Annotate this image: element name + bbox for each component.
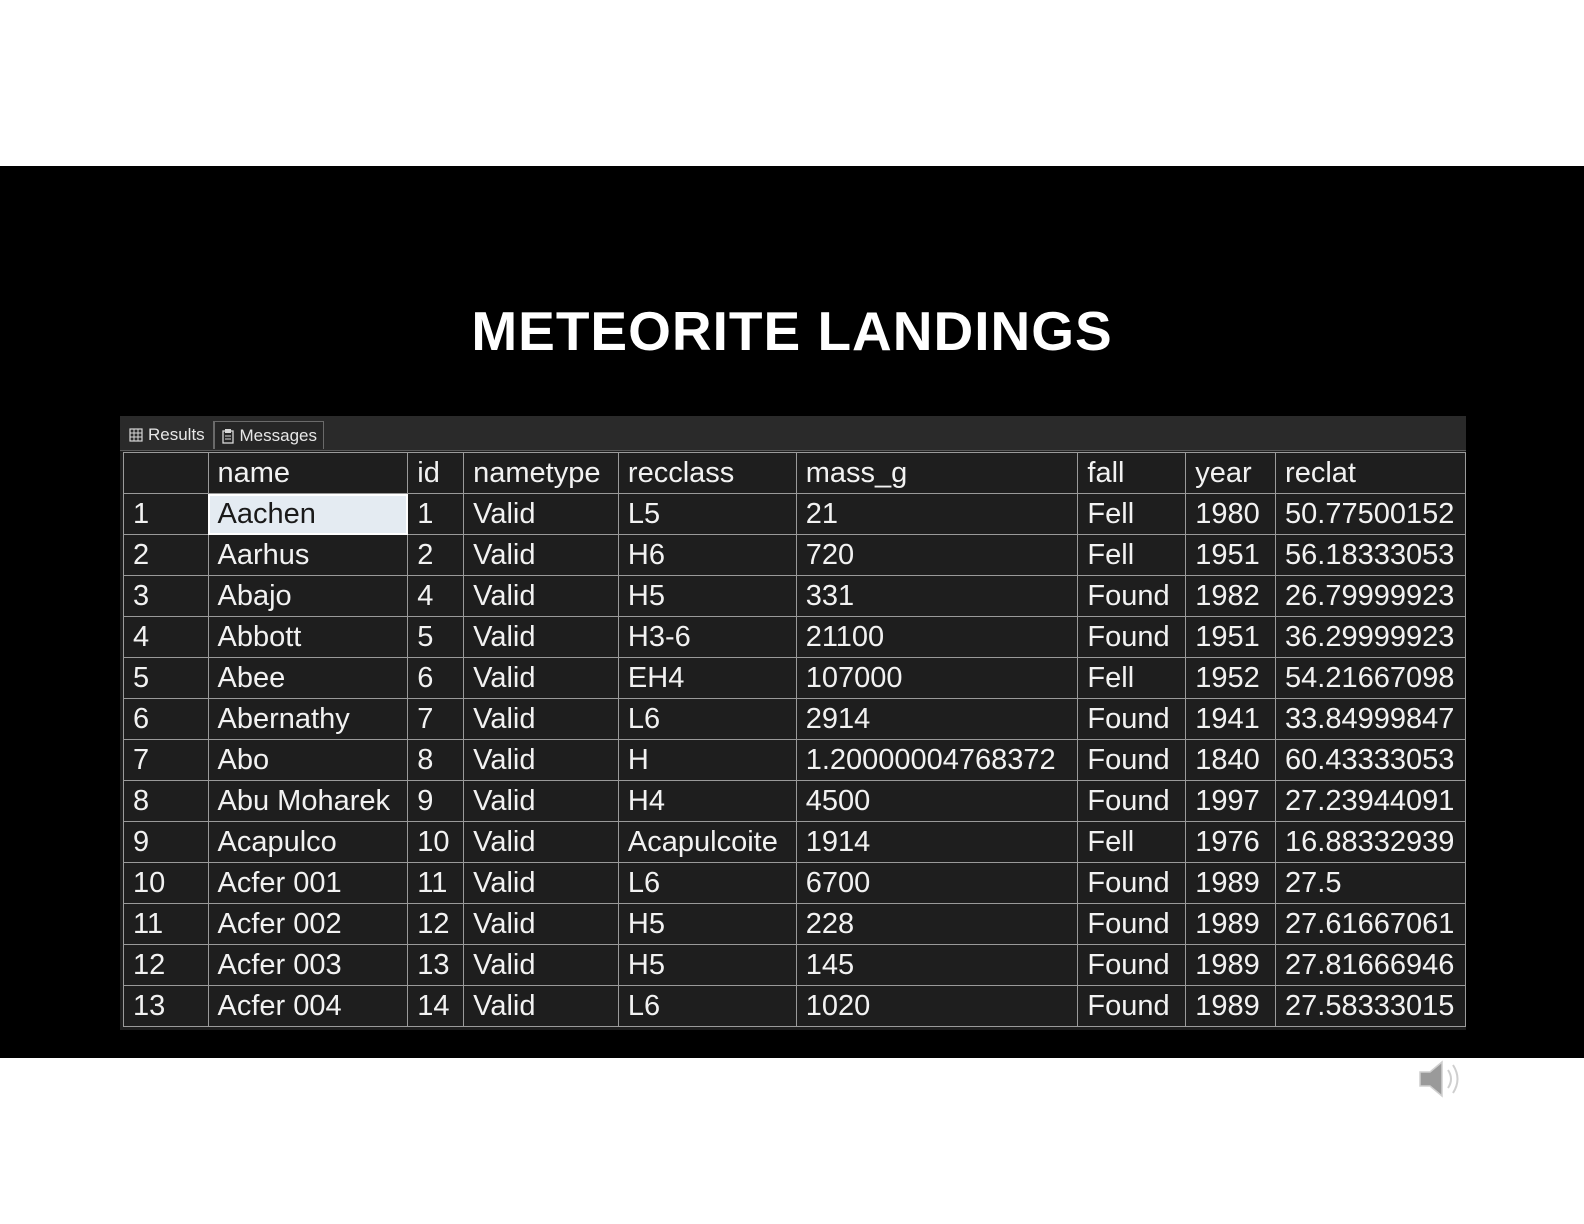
cell-recclass[interactable]: H3-6: [618, 617, 796, 658]
grid-icon: [128, 427, 144, 443]
table-row[interactable]: [124, 945, 1466, 986]
cell-reclat[interactable]: 27.5: [1276, 863, 1466, 904]
cell-id[interactable]: 1: [408, 494, 464, 535]
cell-mass-g[interactable]: 2914: [796, 699, 1078, 740]
query-results-panel: [120, 416, 1466, 1030]
table-row[interactable]: [124, 576, 1466, 617]
column-header-year[interactable]: year: [1186, 453, 1276, 494]
cell-name[interactable]: Abo: [208, 740, 408, 781]
cell-name[interactable]: Acapulco: [208, 822, 408, 863]
cell-rownum[interactable]: 10: [124, 863, 209, 904]
cell-id[interactable]: 14: [408, 986, 464, 1027]
cell-name[interactable]: Acfer 004: [208, 986, 408, 1027]
cell-mass-g[interactable]: 145: [796, 945, 1078, 986]
cell-rownum[interactable]: 6: [124, 699, 209, 740]
cell-year[interactable]: 1989: [1186, 986, 1276, 1027]
cell-mass-g[interactable]: 6700: [796, 863, 1078, 904]
cell-nametype[interactable]: Valid: [464, 617, 619, 658]
table-row[interactable]: [124, 863, 1466, 904]
cell-year[interactable]: 1951: [1186, 617, 1276, 658]
cell-fall[interactable]: Found: [1078, 781, 1186, 822]
cell-recclass[interactable]: H5: [618, 945, 796, 986]
cell-nametype[interactable]: Valid: [464, 576, 619, 617]
column-header-mass-g[interactable]: mass_g: [796, 453, 1078, 494]
cell-mass-g[interactable]: 21100: [796, 617, 1078, 658]
table-row[interactable]: [124, 535, 1466, 576]
results-grid-body: [124, 494, 1466, 1027]
cell-rownum[interactable]: 3: [124, 576, 209, 617]
results-grid: [123, 452, 1466, 1027]
slide: [0, 166, 1584, 1058]
cell-year[interactable]: 1989: [1186, 904, 1276, 945]
cell-recclass[interactable]: H: [618, 740, 796, 781]
table-row[interactable]: [124, 494, 1466, 535]
cell-reclat[interactable]: 54.21667098: [1276, 658, 1466, 699]
cell-id[interactable]: 2: [408, 535, 464, 576]
messages-icon: [221, 428, 236, 444]
table-row[interactable]: [124, 904, 1466, 945]
column-header-fall[interactable]: fall: [1078, 453, 1186, 494]
cell-mass-g[interactable]: 228: [796, 904, 1078, 945]
column-header-id[interactable]: id: [408, 453, 464, 494]
cell-reclat[interactable]: 60.43333053: [1276, 740, 1466, 781]
cell-fall[interactable]: Fell: [1078, 494, 1186, 535]
cell-rownum[interactable]: 12: [124, 945, 209, 986]
cell-recclass[interactable]: H5: [618, 904, 796, 945]
cell-fall[interactable]: Found: [1078, 740, 1186, 781]
cell-fall[interactable]: Found: [1078, 617, 1186, 658]
cell-nametype[interactable]: Valid: [464, 863, 619, 904]
cell-reclat[interactable]: 27.58333015: [1276, 986, 1466, 1027]
cell-reclat[interactable]: 56.18333053: [1276, 535, 1466, 576]
cell-year[interactable]: 1952: [1186, 658, 1276, 699]
cell-id[interactable]: 9: [408, 781, 464, 822]
cell-name[interactable]: Abajo: [208, 576, 408, 617]
cell-id[interactable]: 12: [408, 904, 464, 945]
cell-reclat[interactable]: 26.79999923: [1276, 576, 1466, 617]
cell-mass-g[interactable]: 1020: [796, 986, 1078, 1027]
cell-nametype[interactable]: Valid: [464, 535, 619, 576]
column-header-recclass[interactable]: recclass: [618, 453, 796, 494]
cell-year[interactable]: 1980: [1186, 494, 1276, 535]
cell-id[interactable]: 8: [408, 740, 464, 781]
cell-recclass[interactable]: L6: [618, 986, 796, 1027]
cell-recclass[interactable]: L6: [618, 699, 796, 740]
cell-recclass[interactable]: Acapulcoite: [618, 822, 796, 863]
cell-fall[interactable]: Found: [1078, 863, 1186, 904]
cell-rownum[interactable]: 8: [124, 781, 209, 822]
table-row[interactable]: [124, 740, 1466, 781]
cell-mass-g[interactable]: 107000: [796, 658, 1078, 699]
cell-recclass[interactable]: EH4: [618, 658, 796, 699]
cell-name[interactable]: Acfer 001: [208, 863, 408, 904]
cell-fall[interactable]: Found: [1078, 576, 1186, 617]
cell-id[interactable]: 11: [408, 863, 464, 904]
cell-recclass[interactable]: H4: [618, 781, 796, 822]
cell-name[interactable]: Abee: [208, 658, 408, 699]
cell-name[interactable]: Abernathy: [208, 699, 408, 740]
cell-year[interactable]: 1997: [1186, 781, 1276, 822]
cell-mass-g[interactable]: 4500: [796, 781, 1078, 822]
cell-id[interactable]: 6: [408, 658, 464, 699]
cell-nametype[interactable]: Valid: [464, 740, 619, 781]
cell-rownum[interactable]: 5: [124, 658, 209, 699]
slide-title: METEORITE LANDINGS: [471, 300, 1113, 362]
cell-mass-g[interactable]: 331: [796, 576, 1078, 617]
cell-reclat[interactable]: 50.77500152: [1276, 494, 1466, 535]
cell-reclat[interactable]: 27.23944091: [1276, 781, 1466, 822]
column-header-nametype[interactable]: nametype: [464, 453, 619, 494]
cell-fall[interactable]: Fell: [1078, 535, 1186, 576]
cell-name[interactable]: Aarhus: [208, 535, 408, 576]
cell-rownum[interactable]: 7: [124, 740, 209, 781]
cell-fall[interactable]: Found: [1078, 699, 1186, 740]
column-header-rownum[interactable]: [124, 453, 209, 494]
cell-recclass[interactable]: H5: [618, 576, 796, 617]
cell-fall[interactable]: Fell: [1078, 658, 1186, 699]
tab-results[interactable]: [122, 421, 214, 449]
column-header-reclat[interactable]: reclat: [1276, 453, 1466, 494]
tab-messages[interactable]: [214, 421, 324, 449]
cell-recclass[interactable]: L5: [618, 494, 796, 535]
cell-nametype[interactable]: Valid: [464, 986, 619, 1027]
cell-id[interactable]: 5: [408, 617, 464, 658]
cell-fall[interactable]: Found: [1078, 986, 1186, 1027]
cell-reclat[interactable]: 16.88332939: [1276, 822, 1466, 863]
cell-mass-g[interactable]: 720: [796, 535, 1078, 576]
cell-year[interactable]: 1976: [1186, 822, 1276, 863]
tab-messages-label: Messages: [239, 425, 317, 445]
cell-fall[interactable]: Fell: [1078, 822, 1186, 863]
cell-recclass[interactable]: H6: [618, 535, 796, 576]
cell-nametype[interactable]: Valid: [464, 658, 619, 699]
table-row[interactable]: [124, 781, 1466, 822]
cell-year[interactable]: 1989: [1186, 863, 1276, 904]
cell-id[interactable]: 10: [408, 822, 464, 863]
cell-id[interactable]: 4: [408, 576, 464, 617]
cell-recclass[interactable]: L6: [618, 863, 796, 904]
cell-rownum[interactable]: 4: [124, 617, 209, 658]
cell-rownum[interactable]: 2: [124, 535, 209, 576]
results-tabstrip: [120, 416, 1466, 451]
cell-fall[interactable]: Found: [1078, 945, 1186, 986]
cell-reclat[interactable]: 36.29999923: [1276, 617, 1466, 658]
cell-mass-g[interactable]: 21: [796, 494, 1078, 535]
cell-id[interactable]: 13: [408, 945, 464, 986]
cell-fall[interactable]: Found: [1078, 904, 1186, 945]
cell-nametype[interactable]: Valid: [464, 945, 619, 986]
cell-year[interactable]: 1941: [1186, 699, 1276, 740]
cell-rownum[interactable]: 13: [124, 986, 209, 1027]
column-header-name[interactable]: name: [208, 453, 408, 494]
cell-nametype[interactable]: Valid: [464, 781, 619, 822]
tab-results-label: Results: [148, 425, 205, 444]
cell-mass-g[interactable]: 1914: [796, 822, 1078, 863]
cell-name[interactable]: Acfer 002: [208, 904, 408, 945]
cell-reclat[interactable]: 27.81666946: [1276, 945, 1466, 986]
cell-nametype[interactable]: Valid: [464, 822, 619, 863]
header-row: [124, 453, 1466, 494]
cell-reclat[interactable]: 33.84999847: [1276, 699, 1466, 740]
cell-nametype[interactable]: Valid: [464, 494, 619, 535]
speaker-icon[interactable]: [1412, 1054, 1468, 1104]
table-row[interactable]: [124, 986, 1466, 1027]
table-row[interactable]: [124, 699, 1466, 740]
cell-rownum[interactable]: 9: [124, 822, 209, 863]
cell-year[interactable]: 1840: [1186, 740, 1276, 781]
cell-name[interactable]: Abbott: [208, 617, 408, 658]
cell-mass-g[interactable]: 1.20000004768372: [796, 740, 1078, 781]
cell-year[interactable]: 1982: [1186, 576, 1276, 617]
cell-name[interactable]: Acfer 003: [208, 945, 408, 986]
cell-rownum[interactable]: 1: [124, 494, 209, 535]
cell-year[interactable]: 1989: [1186, 945, 1276, 986]
table-row[interactable]: [124, 658, 1466, 699]
cell-nametype[interactable]: Valid: [464, 699, 619, 740]
cell-nametype[interactable]: Valid: [464, 904, 619, 945]
cell-rownum[interactable]: 11: [124, 904, 209, 945]
table-row[interactable]: [124, 822, 1466, 863]
cell-reclat[interactable]: 27.61667061: [1276, 904, 1466, 945]
cell-name[interactable]: Abu Moharek: [208, 781, 408, 822]
cell-year[interactable]: 1951: [1186, 535, 1276, 576]
table-row[interactable]: [124, 617, 1466, 658]
cell-id[interactable]: 7: [408, 699, 464, 740]
cell-name[interactable]: Aachen: [208, 494, 408, 535]
